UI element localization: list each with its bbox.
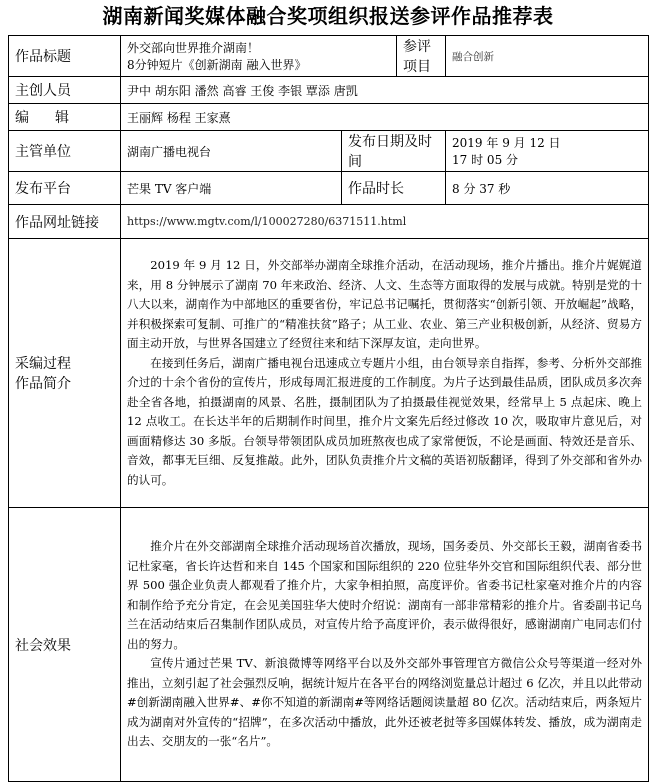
publish-date-value	[446, 131, 649, 172]
label-category: 参评项目	[397, 36, 446, 77]
process-paragraph: 2019 年 9 月 12 日，外交部举办湖南全球推介活动，在活动现场，推介片播出。推介片娓娓道来，用 8 分钟展示了湖南 70 年来政治、经济、人文、生态等方面取得的发展与成就。特别是党的十八大以来，湖南作为中部地区的重要省份，牢记总书记嘱托，贯彻落实“创新引领、开放崛起”战略，并积极探索可复制、可推广的“精准扶贫”路子；从工业、农业、第三产业积极创新，从经济、贸易方面主动开放，与世界各国建立了经贸往来和结下深厚友谊，走向世界。	[127, 258, 643, 350]
platform-value: 芒果 TV 客户端	[121, 172, 342, 205]
work-title-line1: 外交部向世界推介湖南！	[127, 41, 260, 55]
row-process	[9, 239, 649, 508]
unit-value: 湖南广播电视台	[121, 131, 342, 172]
row-platform	[9, 172, 649, 205]
effect-text	[121, 508, 649, 782]
process-paragraph: 在接到任务后，湖南广播电视台迅速成立专题片小组，由台领导亲自指挥，参考、分析外交部推介过的十余个省份的宣传片，形成每周汇报进度的工作制度。为片子达到最佳品质，团队成员多次奔赴全省各地，拍摄湖南的风景、名胜，摄制团队为了拍摄最佳视觉效果，经常早上 5 点起床、晚上 12 点收工。在长达半年的后期制作时间里，推介片文案先后经过修改 10 次，吸取审片意见后，对画面精修达 30 多版。台领导带领团队成员加班熬夜也成了家常便饭，不论是画面、特效还是音乐、音效，都事无巨细、反复推敲。此外，团队负责推介片文稿的英语初版翻译，得到了外交部和省外办的认可。	[127, 355, 643, 487]
label-unit: 主管单位	[9, 131, 121, 172]
editors-value: 王丽辉 杨程 王家熹	[121, 104, 649, 131]
publish-time-line2: 17 时 05 分	[452, 153, 519, 167]
label-url: 作品网址链接	[9, 205, 121, 239]
work-url-link[interactable]: https://www.mgtv.com/l/100027280/6371511.html	[121, 205, 649, 239]
effect-paragraph: 宣传片通过芒果 TV、新浪微博等网络平台以及外交部外事管理官方微信公众号等渠道一经对外推出，立刻引起了社会强烈反响，据统计短片在各平台的网络浏览量总计超过 6 亿次，并且以此带动#创新湖南融入世界#、#你不知道的新湖南#等网络话题阅读量超 80 亿次。活动结束后，两条短片成为湖南对外宣传的“招牌”，在多次活动中播放，此外还被老挝等多国媒体转发、播放，成为湖南走出去、交朋友的一张“名片”。	[127, 656, 643, 749]
creators-value: 尹中 胡东阳 潘然 高睿 王俊 李银 覃添 唐凯	[121, 77, 649, 104]
row-work-title	[9, 36, 649, 77]
process-text	[121, 239, 649, 508]
recommendation-form-table	[8, 35, 649, 782]
label-process: 采编过程 作品简介	[9, 239, 121, 508]
work-title-value	[121, 36, 397, 77]
category-value: 融合创新	[446, 36, 649, 77]
work-title-line2: 8分钟短片《创新湖南 融入世界》	[127, 58, 307, 72]
label-duration: 作品时长	[342, 172, 446, 205]
row-creators	[9, 77, 649, 104]
label-effect: 社会效果	[9, 508, 121, 782]
row-unit	[9, 131, 649, 172]
label-editors: 编辑	[9, 104, 121, 131]
row-url	[9, 205, 649, 239]
label-work-title: 作品标题	[9, 36, 121, 77]
label-platform: 发布平台	[9, 172, 121, 205]
duration-value: 8 分 37 秒	[446, 172, 649, 205]
effect-paragraph: 推介片在外交部湖南全球推介活动现场首次播放，现场，国务委员、外交部长王毅，湖南省委书记杜家毫，省长许达哲和来自 145 个国家和国际组织的 220 位驻华外交官和国际组织代表、部分世界 500 强企业负责人都观看了推介片，大家争相拍照，高度评价。省委书记杜家毫对推介片的内容和制作给予充分肯定，在会见美国驻华大使时介绍说：湖南有一部非常精彩的推介片。省委副书记乌兰在活动结束后召集制作团队成员，对宣传片给予高度评价，表示做得很好，感谢湖南广电同志们付出的努力。	[127, 539, 643, 651]
publish-date-line1: 2019 年 9 月 12 日	[452, 136, 561, 150]
row-effect	[9, 508, 649, 782]
label-creators: 主创人员	[9, 77, 121, 104]
form-title: 湖南新闻奖媒体融合奖项组织报送参评作品推荐表	[102, 4, 554, 28]
label-publish-date: 发布日期及时间	[342, 131, 446, 172]
row-editors	[9, 104, 649, 131]
